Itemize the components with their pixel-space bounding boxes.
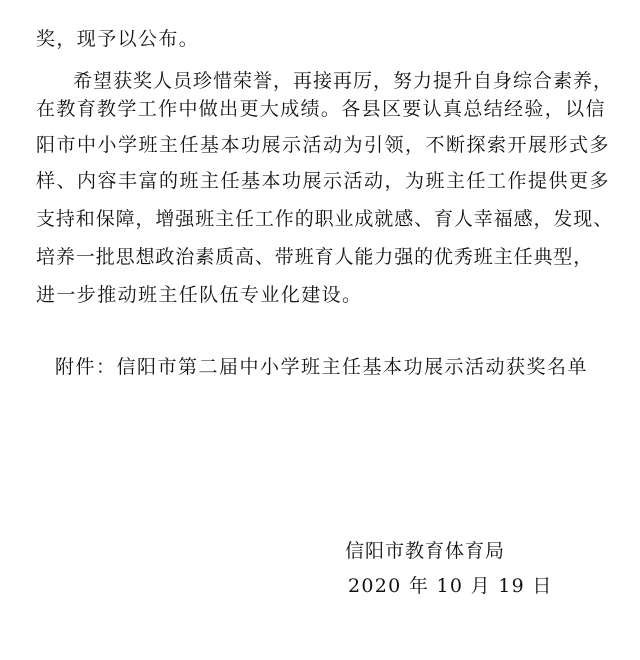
body-line-4: 阳市中小学班主任基本功展示活动为引领，不断探索开展形式多 — [36, 134, 611, 156]
body-line-5: 样、内容丰富的班主任基本功展示活动，为班主任工作提供更多 — [36, 170, 611, 192]
body-line-8: 进一步推动班主任队伍专业化建设。 — [36, 284, 363, 306]
body-line-2: 希望获奖人员珍惜荣誉，再接再厉，努力提升自身综合素养， — [73, 70, 614, 92]
issuer-name: 信阳市教育体育局 — [345, 540, 506, 562]
body-line-6: 支持和保障，增强班主任工作的职业成就感、育人幸福感，发现、 — [36, 208, 614, 230]
issue-date: 2020 年 10 月 19 日 — [348, 575, 553, 597]
attachment-line: 附件：信阳市第二届中小学班主任基本功展示活动获奖名单 — [55, 356, 589, 378]
body-line-7: 培养一批思想政治素质高、带班育人能力强的优秀班主任典型， — [36, 246, 594, 268]
body-line-3: 在教育教学工作中做出更大成绩。各县区要认真总结经验，以信 — [36, 98, 606, 120]
body-line-1: 奖，现予以公布。 — [36, 28, 200, 50]
